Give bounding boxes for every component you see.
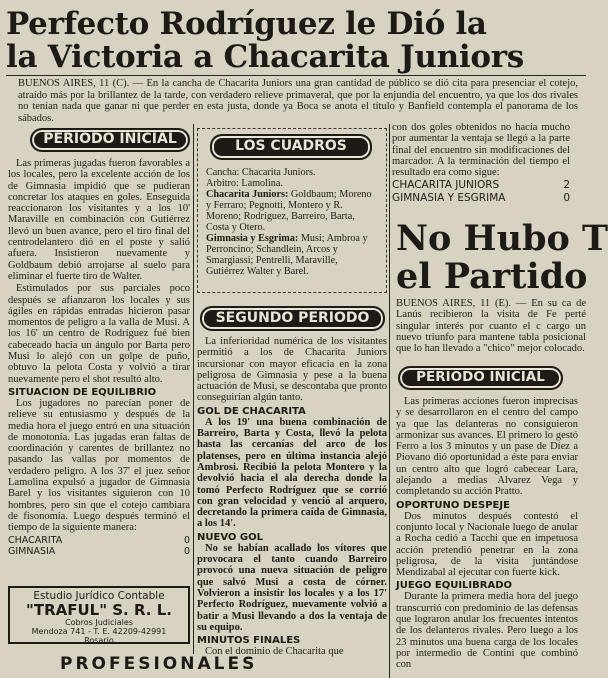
column-3 (396, 396, 578, 678)
final-score-row: GIMNASIA Y ESGRIMA 0 (392, 192, 570, 205)
col3-paragraph: Las primeras acciones fueron imprecisas y se desarrollaron en el centro del campo ya que las delanteras no consiguieron armonizar sus avances. El primero lo gestó Ferro a los 3 minutos y un pase de Díez a Piovano dió oportunidad a éste para enviar un centro alto que logró cabecear Lara, alejando a medias Alvarez Vega y completando su acción Pratto. (396, 396, 578, 498)
column-divider (193, 124, 194, 654)
final-score (392, 179, 570, 205)
halftime-row: GIMNASIA 0 (8, 545, 190, 557)
banner-segundo-periodo: SEGUNDO PERIODO (200, 306, 385, 331)
lineup-cancha: Cancha: Chacarita Juniors. (206, 167, 316, 178)
lineup-arbitro: Arbitro: Lamolina. (206, 178, 283, 189)
lineup-gimnasia: Gimnasia y Esgrima: Musi; Ambroa y Perroncino; Schandlein, Arcos y Smargiassi; Pentrelli, Maraville, Gutiérrez Walter y Barel. (206, 233, 368, 277)
main-headline-line2: la Victoria a Chacarita Juniors (6, 39, 524, 75)
col1-paragraph: Las primeras jugadas fueron favorables a los locales, pero la excelente acción de los de Gimnasia impidió que se pudieran concretar los ataques en goles. Enseguida reaccionaron los visitantes y a los 10' Maraville en combinación con Gutiérrez llevó un buen avance, pero el tiro final del centrodelantero dió en el poste y salió afuera. Insistieron nuevamente y Goldbaum debió arrojarse al suelo para eliminar el fuerte tiro de Walter. (8, 158, 190, 282)
col2-paragraph: A los 19' una buena combinación de Barreiro, Barta y Costa, llevó la pelota hasta las cercanías del arco de los platenses, pero en última instancia alejó Ambrosi. Recibió la pelota Montero y la devolvió hacia el ala derecha donde la tomó Perfecto Rodríguez que se corrió con gran velocidad y venció al arquero, decretando la primera caída de Gimnasia, a los 14'. (197, 416, 387, 530)
col2-subheading: GOL DE CHACARITA (197, 405, 306, 417)
col3-paragraph: Dos minutos después contestó el conjunto local y Nacionale luego de anular a Rocha cedió a Tacchi que en impetuosa acción pretendió penetrar en la zona peligrosa, de la visita juntándose Mendizabal al ejecutar con fuerte kick. (396, 510, 578, 579)
ad-city: Rosario (84, 636, 114, 645)
traful-advertisement (8, 586, 190, 644)
lineup-chacarita: Chacarita Juniors: Goldbaum; Moreno y Ferraro; Pegnotti, Montero y R. Moreno; Rodríguez, Barreiro, Barta, Costa y Otero. (206, 189, 372, 233)
banner-periodo-inicial: PERIODO INICIAL (30, 128, 190, 152)
ad-line1: Estudio Jurídico Contable (33, 590, 165, 602)
profesionales-heading: PROFESIONALES (60, 654, 258, 674)
article-intro: BUENOS AIRES, 11 (C). — En la cancha de Chacarita Juniors una gran cantidad de público se dió cita para presenciar el cotejo, atraído más por la brillantez de la tarde, con verdadero relieve primaveral, que por la enjundia del encuentro, ya que los dos rivales no tenían nada que ganar ni que perder en esta justa, donde ya Boca se anota el título y Banfield contempla el panorama de los sábados. (18, 78, 578, 124)
ad-line3: Cobros Judiciales (65, 618, 133, 627)
col2-paragraph: La inferioridad numérica de los visitantes permitió a los de Chacarita Juniors incursionar con mayor eficacia en la zona peligrosa de Gimnasia y pese a la buena actuación de Musi, se descontaba que pronto conseguirían algún tanto. (197, 336, 387, 404)
col2-subheading: NUEVO GOL (197, 531, 263, 543)
column-1 (8, 158, 190, 582)
col2-paragraph: Con el dominio de Chacarita que (205, 646, 344, 658)
halftime-row: CHACARITA 0 (8, 534, 190, 546)
second-headline (396, 218, 608, 297)
final-score-row: CHACARITA JUNIORS 2 (392, 179, 570, 192)
col1-paragraph: Los jugadores no parecían poner de relieve su entusiasmo y después de la media hora el juego entró en una situación de monotonía. Las jugadas eran faltas de coordinación y carentes de brillantez no pasando las vallas por momentos de verdadero peligro. A los 37' el juez señor Lamolina expulsó a jugador de Gimnasia Barel y los visitantes siguieron con 10 hombres, pero sin que el cotejo cambiara de fisonomía. Luego después terminó el tiempo de la siguiente manera: (8, 397, 190, 534)
halftime-score (8, 535, 190, 557)
column-3-top (392, 122, 570, 218)
column-divider (389, 124, 390, 678)
ad-address: Mendoza 741 - T. E. 42209-42991 (31, 627, 167, 636)
column-2 (197, 336, 387, 658)
banner-periodo-inicial-2: PERIODO INICIAL (398, 366, 563, 390)
col2-subheading: MINUTOS FINALES (197, 635, 301, 647)
col1-paragraph: Estimulados por sus parciales poco después se afianzaron los locales y sus ágiles en rápidas entradas hicieron pasar momentos de peligro a la valla de Musi. A los 16' un centro de Rodríguez fué bien cabeceado hacia un ángulo por Barta pero Musi lo alejó con un golpe de puño, obtuvo la pelota Costa y volvió a tirar nuevamente pero el shot resultó alto. (8, 283, 190, 385)
second-headline-line1: No Hubo T (396, 218, 608, 259)
banner-los-cuadros: LOS CUADROS (210, 134, 372, 160)
col3-subheading: OPORTUNO DESPEJE (396, 499, 510, 511)
col3-subheading: JUEGO EQUILIBRADO (396, 580, 512, 592)
col3-paragraph: Durante la primera media hora del juego transcurrió con predominio de las defensas que lograron anular los frecuentes intentos de los delanteros rivales. Pero luego a los 23 minutos una buena carga de los locales por intermedio de Contini que combinó con (396, 591, 578, 671)
main-headline (6, 8, 596, 74)
second-headline-line2: el Partido (396, 256, 588, 297)
headline-rule (6, 75, 586, 76)
col1-subheading: SITUACION DE EQUILIBRIO (8, 386, 157, 398)
col3-continuation: con dos goles obtenidos no hacía mucho por aumentar la ventaja se llegó a la parte final del encuentro sin modificaciones del marcador. A la terminación del tiempo el resultado era como sigue: (392, 122, 570, 179)
column-3-intro: BUENOS AIRES, 11 (E). — En su ca de Lanús recibieron la visita de Fe perté singular interés por cuanto el c cargo un nuevo triunfo para mantene tabla posicional que lo han llevado a "chico" mejor colocado. (396, 298, 586, 355)
main-headline-line1: Perfecto Rodríguez le Dió la (6, 6, 487, 42)
ad-company-name: "TRAFUL" S. R. L. (26, 601, 172, 619)
col2-paragraph: No se habían acallado los vítores que provocara el tanto cuando Barreiro provocó una nueva situación de peligro que salvó Musi a costa de córner. Volvieron a insistir los locales y a los 17' Perfecto Rodríguez, nuevamente volvió a batir a Musi llevando a dos la ventaja de su equipo. (197, 542, 387, 633)
